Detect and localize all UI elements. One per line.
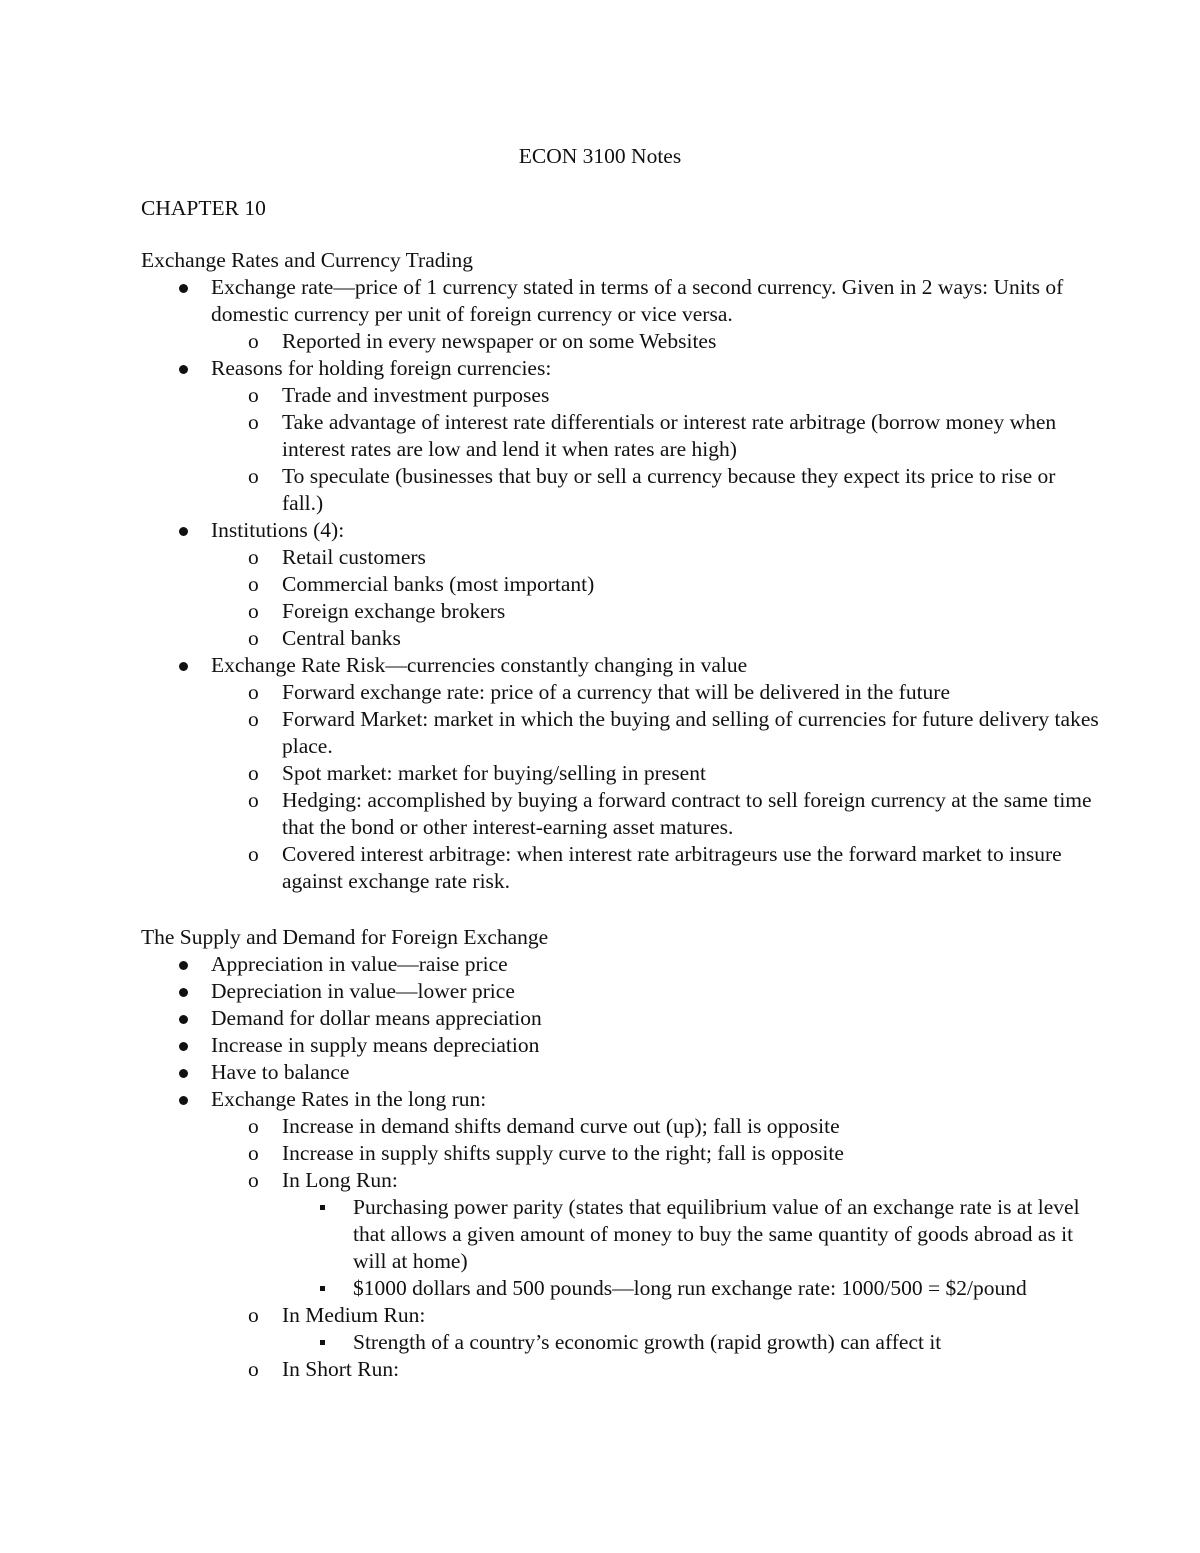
list-item: o Reported in every newspaper or on some Websites <box>248 329 717 353</box>
list-item: o In Short Run: <box>248 1357 400 1381</box>
list-item: o Spot market: market for buying/selling in present <box>248 761 706 785</box>
list-item: Have to balance <box>141 1059 1101 1086</box>
section-supply-demand <box>141 924 1101 1383</box>
bullet-icon <box>179 662 188 671</box>
list-item: Exchange rate—price of 1 currency stated in terms of a second currency. Given in 2 ways: Units of domestic currency per unit of foreign currency or vice versa. o Reported in every newspaper or on some Websites <box>141 274 1101 355</box>
circle-bullet-icon: o <box>248 329 259 353</box>
list-item: Appreciation in value—raise price <box>141 951 1101 978</box>
square-bullet-icon <box>320 1340 325 1345</box>
sub-list <box>211 544 1101 652</box>
circle-bullet-icon: o <box>248 1357 259 1381</box>
circle-bullet-icon: o <box>248 599 259 623</box>
list-item: o Hedging: accomplished by buying a forward contract to sell foreign currency at the same time that the bond or other interest-earning asset matures. <box>248 788 1092 839</box>
circle-bullet-icon: o <box>248 761 259 785</box>
bullet-icon <box>179 961 188 970</box>
list-item: Depreciation in value—lower price <box>141 978 1101 1005</box>
list-item: o Foreign exchange brokers <box>248 599 506 623</box>
list-item: o Forward exchange rate: price of a currency that will be delivered in the future <box>248 680 950 704</box>
bullet-icon <box>179 527 188 536</box>
circle-bullet-icon: o <box>248 707 259 731</box>
list-item: o To speculate (businesses that buy or sell a currency because they expect its price to rise or fall.) <box>248 464 1056 515</box>
bullet-icon <box>179 1042 188 1051</box>
section-heading: The Supply and Demand for Foreign Exchange <box>141 925 549 949</box>
list-item: Exchange Rate Risk—currencies constantly changing in value o Forward exchange rate: price of a currency that will be delivered in the future o Forward Market: market in which the buying and selling of currencies for future delivery takes place. o Spot market: market for buying/selling in present o Hedging: accomplished by buying a forward contract to sell foreign currency at the same time that the bond or other interest-earning asset matures. o Covered interest arbitrage: when interest rate arbitrageurs use the forward market to insure against exchange rate risk. <box>141 652 1101 895</box>
bullet-icon <box>179 284 188 293</box>
bullet-icon <box>179 988 188 997</box>
chapter-heading: CHAPTER 10 <box>141 196 266 220</box>
bullet-icon <box>179 1069 188 1078</box>
list-item: o In Medium Run: Strength of a country’s economic growth (rapid growth) can affect it <box>211 1302 1101 1356</box>
bullet-list <box>141 951 1101 1383</box>
circle-bullet-icon: o <box>248 1303 259 1327</box>
square-bullet-icon <box>320 1205 325 1210</box>
sub-sub-list <box>282 1329 1101 1356</box>
circle-bullet-icon: o <box>248 545 259 569</box>
document-title: ECON 3100 Notes <box>518 144 682 168</box>
list-item: $1000 dollars and 500 pounds—long run exchange rate: 1000/500 = $2/pound <box>282 1275 1101 1302</box>
list-item: o Increase in demand shifts demand curve out (up); fall is opposite <box>248 1114 840 1138</box>
sub-sub-list <box>282 1194 1101 1302</box>
circle-bullet-icon: o <box>248 842 259 866</box>
list-item: o Central banks <box>248 626 401 650</box>
circle-bullet-icon: o <box>248 464 259 488</box>
list-item: Increase in supply means depreciation <box>141 1032 1101 1059</box>
list-item: o Covered interest arbitrage: when interest rate arbitrageurs use the forward market to insure against exchange rate risk. <box>248 842 1062 893</box>
section-exchange-rates <box>141 247 1101 895</box>
bullet-icon <box>179 1096 188 1105</box>
circle-bullet-icon: o <box>248 626 259 650</box>
list-item: Institutions (4): o Retail customers o Commercial banks (most important) o Foreign exchange brokers o Central banks <box>141 517 1101 652</box>
list-item: o Forward Market: market in which the buying and selling of currencies for future delivery takes place. <box>248 707 1099 758</box>
list-item: Demand for dollar means appreciation <box>141 1005 1101 1032</box>
circle-bullet-icon: o <box>248 572 259 596</box>
circle-bullet-icon: o <box>248 1114 259 1138</box>
list-item: o Take advantage of interest rate differentials or interest rate arbitrage (borrow money when interest rates are low and lend it when rates are high) <box>248 410 1057 461</box>
circle-bullet-icon: o <box>248 1141 259 1165</box>
list-item: o Trade and investment purposes <box>248 383 550 407</box>
sub-list <box>211 679 1101 895</box>
bullet-icon <box>179 365 188 374</box>
list-item: o In Long Run: Purchasing power parity (states that equilibrium value of an exchange rate is at level that allows a given amount of money to buy the same quantity of goods abroad as it will at home) $1000 dollars and 500 pounds—long run exchange rate: 1000/500 = $2/pound <box>211 1167 1101 1302</box>
list-item: Purchasing power parity (states that equilibrium value of an exchange rate is at level that allows a given amount of money to buy the same quantity of goods abroad as it will at home) <box>282 1194 1101 1275</box>
square-bullet-icon <box>320 1286 325 1291</box>
sub-list <box>211 1113 1101 1383</box>
sub-list <box>211 328 1101 355</box>
circle-bullet-icon: o <box>248 788 259 812</box>
sub-list <box>211 382 1101 517</box>
list-item: Exchange Rates in the long run: o Increase in demand shifts demand curve out (up); fall is opposite o Increase in supply shifts supply curve to the right; fall is opposite o In Long Run: Purchasing power parity (states that equilibrium value of an exchange rate is at level that allows a given amount of money to buy the same quantity of goods abroad as it will at home) $1000 dollars and 500 pounds—long run exchange rate: 1000/500 = $2/pound o In Medium Run: Strength of a country’s economic growth (rapid growth) can affect it o In Short Run: <box>141 1086 1101 1383</box>
bullet-icon <box>179 1015 188 1024</box>
list-item: o Increase in supply shifts supply curve to the right; fall is opposite <box>248 1141 844 1165</box>
circle-bullet-icon: o <box>248 680 259 704</box>
list-item: Reasons for holding foreign currencies: o Trade and investment purposes o Take advantage of interest rate differentials or interest rate arbitrage (borrow money when interest rates are low and lend it when rates are high) o To speculate (businesses that buy or sell a currency because they expect its price to rise or fall.) <box>141 355 1101 517</box>
circle-bullet-icon: o <box>248 383 259 407</box>
section-heading: Exchange Rates and Currency Trading <box>141 248 473 272</box>
bullet-list <box>141 274 1101 895</box>
circle-bullet-icon: o <box>248 410 259 434</box>
list-item: o Retail customers <box>248 545 426 569</box>
list-item: o Commercial banks (most important) <box>248 572 595 596</box>
list-item: Strength of a country’s economic growth (rapid growth) can affect it <box>282 1329 1101 1356</box>
circle-bullet-icon: o <box>248 1168 259 1192</box>
